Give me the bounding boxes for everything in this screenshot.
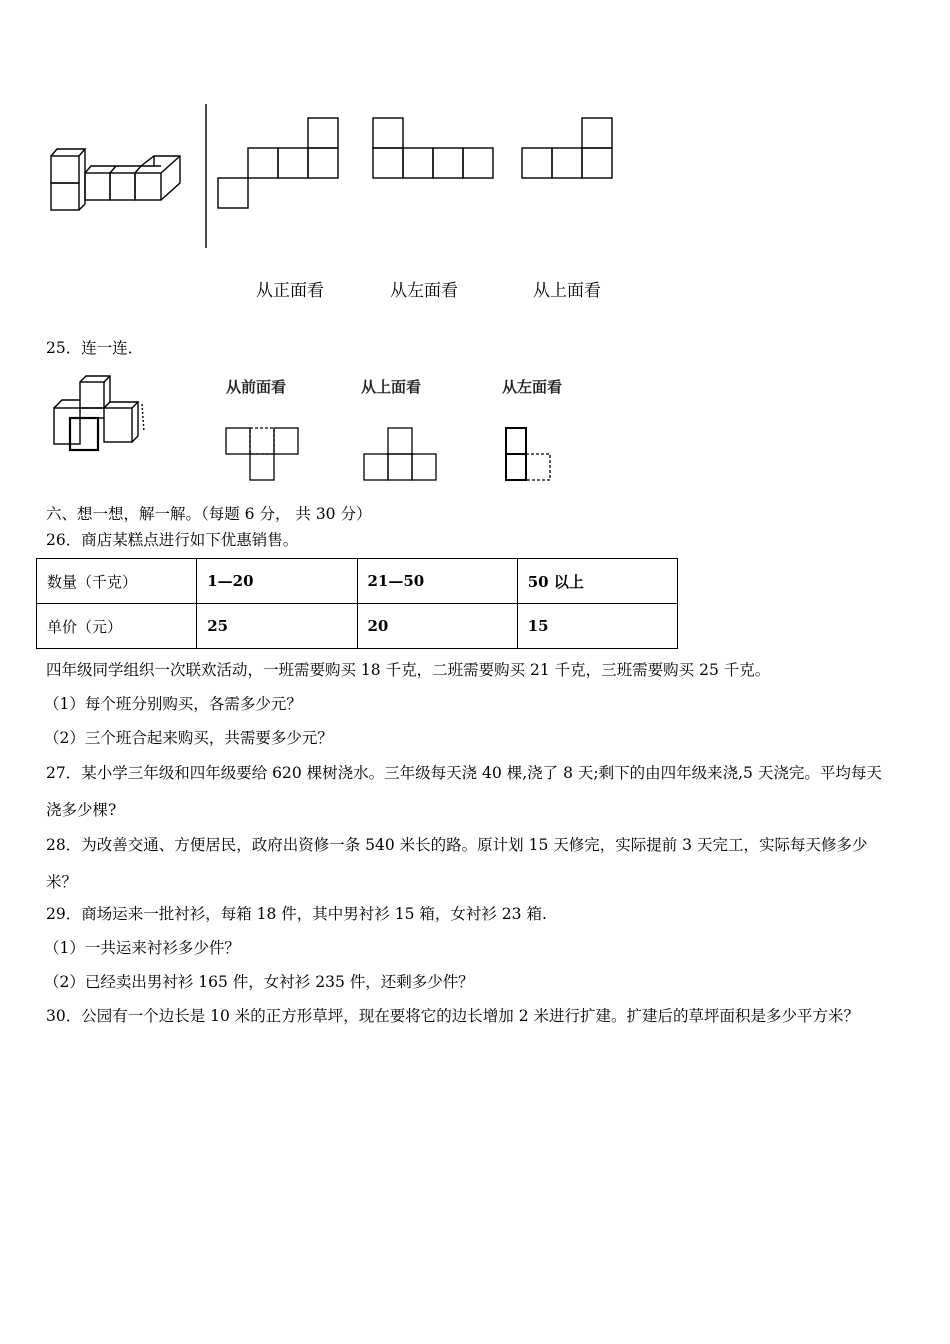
table-cell: 15 — [517, 604, 677, 649]
table-cell: 1—20 — [197, 559, 357, 604]
table-cell: 21—50 — [357, 559, 517, 604]
q25-left-view-grid — [500, 424, 556, 482]
q26-title: 26．商店某糕点进行如下优惠销售。 — [46, 531, 299, 549]
table-cell: 50 以上 — [517, 559, 677, 604]
divider-vertical-line — [200, 100, 212, 250]
q27-line2: 浇多少棵? — [46, 801, 117, 819]
q25-title: 25．连一连． — [46, 339, 144, 357]
q26-sub2: （2）三个班合起来购买，共需要多少元？ — [44, 729, 333, 747]
table-cell: 单价（元） — [37, 604, 197, 649]
top-view-grid — [520, 116, 616, 182]
label-front-view: 从正面看 — [256, 281, 324, 301]
table-cell: 数量（千克） — [37, 559, 197, 604]
q28-line2: 米？ — [46, 873, 78, 891]
front-view-grid — [216, 116, 342, 212]
table-row — [37, 559, 678, 604]
table-cell: 20 — [357, 604, 517, 649]
table-row — [37, 604, 678, 649]
q26-sub1: （1）每个班分别购买，各需多少元？ — [44, 695, 302, 713]
q29-title: 29．商场运来一批衬衫，每箱 18 件，其中男衬衫 15 箱，女衬衫 23 箱. — [46, 905, 547, 923]
label-left-view: 从左面看 — [390, 281, 458, 301]
q26-price-table — [36, 558, 678, 649]
q25-front-view-grid — [222, 424, 302, 482]
q29-sub1: （1）一共运来衬衫多少件？ — [44, 939, 240, 957]
q25-label-top: 从上面看 — [361, 378, 422, 396]
left-view-grid — [371, 116, 497, 182]
table-cell: 25 — [197, 604, 357, 649]
section-6-heading: 六、想一想，解一解。（每题 6 分， 共 30 分） — [46, 505, 372, 523]
q25-cube-solid-figure — [48, 374, 150, 456]
q29-sub2: （2）已经卖出男衬衫 165 件，女衬衫 235 件，还剩多少件？ — [44, 973, 474, 991]
q26-text: 四年级同学组织一次联欢活动，一班需要购买 18 千克，二班需要购买 21 千克，三班需要购买 25 千克。 — [46, 661, 771, 679]
q25-label-front: 从前面看 — [226, 378, 287, 396]
q25-top-view-grid — [360, 424, 440, 482]
label-top-view: 从上面看 — [533, 281, 601, 301]
q30-title: 30．公园有一个边长是 10 米的正方形草坪，现在要将它的边长增加 2 米进行扩建。扩建后的草坪面积是多少平方米？ — [46, 1007, 860, 1025]
q27-line1: 27．某小学三年级和四年级要给 620 棵树浇水。三年级每天浇 40 棵,浇了 8 天;剩下的由四年级来浇,5 天浇完。平均每天 — [46, 764, 882, 782]
q28-line1: 28．为改善交通、方便居民，政府出资修一条 540 米长的路。原计划 15 天修完，实际提前 3 天完工，实际每天修多少 — [46, 836, 868, 854]
q25-label-left: 从左面看 — [502, 378, 563, 396]
top-cube-solid-figure — [40, 140, 190, 220]
